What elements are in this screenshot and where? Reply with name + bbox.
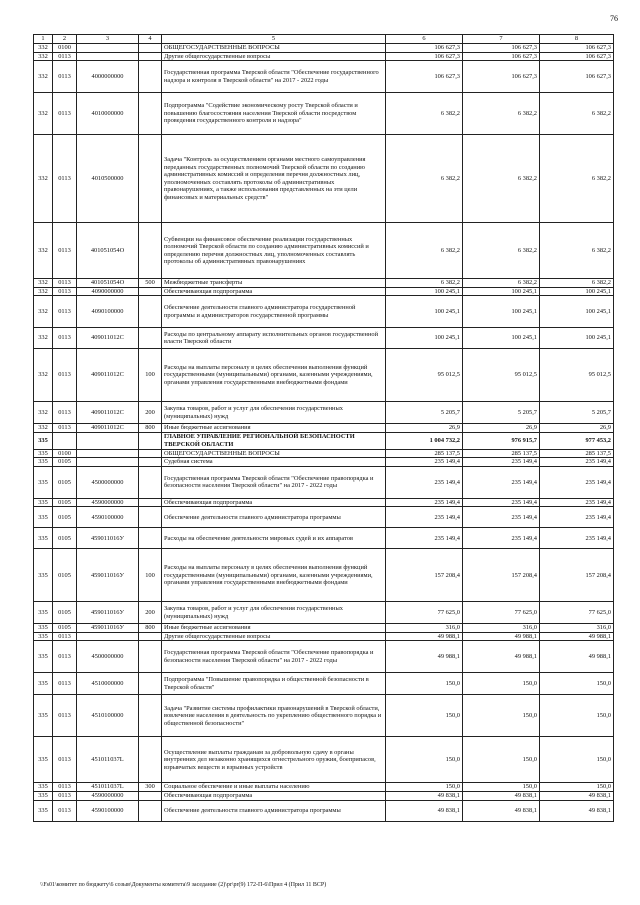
table-row	[34, 328, 614, 349]
grbs-code-cell: 332	[34, 287, 53, 296]
section-code-cell: 0113	[53, 296, 77, 328]
expense-type-cell	[139, 737, 162, 783]
amount-2021-cell: 150,0	[463, 783, 540, 792]
target-article-cell	[77, 632, 139, 641]
amount-2021-cell: 49 838,1	[463, 792, 540, 801]
target-article-cell: 4500000000	[77, 466, 139, 498]
expense-type-cell: 100	[139, 549, 162, 602]
description-cell: Расходы по центральному аппарату исполнительных органов государственной власти Тверской области	[162, 328, 386, 349]
description-cell: Обеспечивающая подпрограмма	[162, 287, 386, 296]
expense-type-cell	[139, 432, 162, 449]
target-article-cell: 4010500000	[77, 135, 139, 223]
table-row	[34, 296, 614, 328]
description-cell: Расходы на выплаты персоналу в целях обеспечения выполнения функций государственными (муниципальными) органами, казенными учреждениями, органами управления государственными внебюджетными фондами	[162, 549, 386, 602]
table-row	[34, 44, 614, 53]
amount-2022-cell: 106 627,3	[540, 44, 614, 53]
section-code-cell: 0113	[53, 61, 77, 93]
grbs-code-cell: 332	[34, 135, 53, 223]
table-row	[34, 52, 614, 61]
amount-2020-cell: 100 245,1	[386, 328, 463, 349]
amount-2021-cell: 150,0	[463, 737, 540, 783]
amount-2020-cell: 150,0	[386, 737, 463, 783]
grbs-code-cell: 335	[34, 783, 53, 792]
amount-2022-cell: 106 627,3	[540, 61, 614, 93]
table-row	[34, 424, 614, 433]
grbs-code-cell: 332	[34, 223, 53, 279]
description-cell: Расходы на обеспечение деятельности мировых судей и их аппаратов	[162, 528, 386, 549]
target-article-cell: 451011037L	[77, 737, 139, 783]
amount-2021-cell: 235 149,4	[463, 498, 540, 507]
amount-2022-cell: 235 149,4	[540, 498, 614, 507]
amount-2020-cell: 5 205,7	[386, 402, 463, 424]
table-row	[34, 800, 614, 821]
amount-2022-cell: 316,0	[540, 624, 614, 633]
description-cell: Иные бюджетные ассигнования	[162, 424, 386, 433]
grbs-code-cell: 335	[34, 449, 53, 458]
expense-type-cell	[139, 61, 162, 93]
description-cell: Иные бюджетные ассигнования	[162, 624, 386, 633]
amount-2022-cell: 150,0	[540, 695, 614, 737]
description-cell: Осуществление выплаты гражданам за добровольную сдачу в органы внутренних дел незаконно хранящихся огнестрельного оружия, боеприпасов, взрывчатых веществ и взрывных устройств	[162, 737, 386, 783]
table-row	[34, 223, 614, 279]
description-cell: Субвенции на финансовое обеспечение реализации государственных полномочий Тверской области по созданию административных комиссий и определению перечня должностных лиц, уполномоченных составлять протоколы об административных правонарушениях	[162, 223, 386, 279]
target-article-cell: 4590000000	[77, 498, 139, 507]
amount-2020-cell: 6 382,2	[386, 223, 463, 279]
amount-2021-cell: 6 382,2	[463, 135, 540, 223]
amount-2022-cell: 100 245,1	[540, 328, 614, 349]
expense-type-cell	[139, 528, 162, 549]
expense-type-cell	[139, 93, 162, 135]
target-article-cell: 459011016У	[77, 549, 139, 602]
grbs-code-cell: 335	[34, 507, 53, 528]
amount-2022-cell: 150,0	[540, 673, 614, 695]
expense-type-cell	[139, 44, 162, 53]
amount-2021-cell: 106 627,3	[463, 52, 540, 61]
amount-2022-cell: 6 382,2	[540, 93, 614, 135]
section-code-cell: 0113	[53, 328, 77, 349]
grbs-code-cell: 335	[34, 466, 53, 498]
amount-2020-cell: 49 988,1	[386, 641, 463, 673]
amount-2022-cell: 49 838,1	[540, 800, 614, 821]
target-article-cell: 401051054О	[77, 279, 139, 288]
table-row	[34, 673, 614, 695]
expense-type-cell	[139, 695, 162, 737]
section-code-cell: 0113	[53, 783, 77, 792]
section-code-cell: 0105	[53, 528, 77, 549]
header-row	[34, 35, 614, 44]
grbs-code-cell: 335	[34, 737, 53, 783]
amount-2022-cell: 150,0	[540, 783, 614, 792]
table-row	[34, 287, 614, 296]
description-cell: Подпрограмма "Содействие экономическому росту Тверской области и повышению благосостояния населения Тверской области посредством проведения государственного контроля и надзора"	[162, 93, 386, 135]
amount-2022-cell: 6 382,2	[540, 279, 614, 288]
table-row	[34, 507, 614, 528]
amount-2022-cell: 235 149,4	[540, 507, 614, 528]
target-article-cell: 4010000000	[77, 93, 139, 135]
expense-type-cell	[139, 800, 162, 821]
column-header: 6	[386, 35, 463, 44]
amount-2022-cell: 26,9	[540, 424, 614, 433]
grbs-code-cell: 335	[34, 632, 53, 641]
expense-type-cell	[139, 135, 162, 223]
table-row	[34, 61, 614, 93]
description-cell: Расходы на выплаты персоналу в целях обеспечения выполнения функций государственными (муниципальными) органами, казенными учреждениями, органами управления государственными внебюджетными фондами	[162, 349, 386, 402]
section-code-cell: 0105	[53, 466, 77, 498]
description-cell: ГЛАВНОЕ УПРАВЛЕНИЕ РЕГИОНАЛЬНОЙ БЕЗОПАСНОСТИ ТВЕРСКОЙ ОБЛАСТИ	[162, 432, 386, 449]
amount-2021-cell: 100 245,1	[463, 296, 540, 328]
target-article-cell: 4590100000	[77, 507, 139, 528]
amount-2020-cell: 100 245,1	[386, 296, 463, 328]
table-row	[34, 632, 614, 641]
expense-type-cell: 800	[139, 624, 162, 633]
amount-2021-cell: 106 627,3	[463, 61, 540, 93]
target-article-cell: 4090000000	[77, 287, 139, 296]
section-code-cell: 0113	[53, 641, 77, 673]
amount-2022-cell: 49 838,1	[540, 792, 614, 801]
target-article-cell: 4590100000	[77, 800, 139, 821]
grbs-code-cell: 335	[34, 549, 53, 602]
target-article-cell: 401051054О	[77, 223, 139, 279]
column-header: 7	[463, 35, 540, 44]
amount-2020-cell: 26,9	[386, 424, 463, 433]
expense-type-cell	[139, 641, 162, 673]
amount-2020-cell: 100 245,1	[386, 287, 463, 296]
amount-2020-cell: 106 627,3	[386, 52, 463, 61]
grbs-code-cell: 332	[34, 349, 53, 402]
grbs-code-cell: 332	[34, 296, 53, 328]
target-article-cell: 409011012С	[77, 402, 139, 424]
amount-2022-cell: 285 137,5	[540, 449, 614, 458]
target-article-cell: 4500000000	[77, 641, 139, 673]
column-header: 2	[53, 35, 77, 44]
grbs-code-cell: 335	[34, 432, 53, 449]
description-cell: Межбюджетные трансферты	[162, 279, 386, 288]
column-header: 3	[77, 35, 139, 44]
expense-type-cell	[139, 498, 162, 507]
amount-2021-cell: 157 208,4	[463, 549, 540, 602]
table-row	[34, 432, 614, 449]
expense-type-cell	[139, 507, 162, 528]
description-cell: Государственная программа Тверской области "Обеспечение государственного надзора и контроля в Тверской области" на 2017 - 2022 годы	[162, 61, 386, 93]
section-code-cell: 0113	[53, 223, 77, 279]
target-article-cell: 459011016У	[77, 624, 139, 633]
column-header: 1	[34, 35, 53, 44]
description-cell: Обеспечение деятельности главного администратора государственной программы и администраторов государственной программы	[162, 296, 386, 328]
table-row	[34, 449, 614, 458]
table-row	[34, 549, 614, 602]
amount-2020-cell: 1 004 732,2	[386, 432, 463, 449]
target-article-cell: 4590000000	[77, 792, 139, 801]
target-article-cell: 4510000000	[77, 673, 139, 695]
table-row	[34, 783, 614, 792]
description-cell: Обеспечивающая подпрограмма	[162, 498, 386, 507]
target-article-cell: 459011016У	[77, 602, 139, 624]
table-row	[34, 466, 614, 498]
grbs-code-cell: 335	[34, 498, 53, 507]
amount-2021-cell: 235 149,4	[463, 507, 540, 528]
expense-type-cell	[139, 296, 162, 328]
amount-2022-cell: 977 453,2	[540, 432, 614, 449]
target-article-cell: 4090100000	[77, 296, 139, 328]
grbs-code-cell: 335	[34, 641, 53, 673]
amount-2020-cell: 235 149,4	[386, 458, 463, 467]
target-article-cell: 451011037L	[77, 783, 139, 792]
section-code-cell: 0113	[53, 279, 77, 288]
target-article-cell	[77, 44, 139, 53]
grbs-code-cell: 335	[34, 528, 53, 549]
table-row	[34, 792, 614, 801]
amount-2020-cell: 235 149,4	[386, 507, 463, 528]
table-row	[34, 737, 614, 783]
expense-type-cell	[139, 328, 162, 349]
grbs-code-cell: 332	[34, 424, 53, 433]
expense-type-cell: 800	[139, 424, 162, 433]
column-header: 8	[540, 35, 614, 44]
target-article-cell	[77, 432, 139, 449]
amount-2021-cell: 235 149,4	[463, 528, 540, 549]
target-article-cell: 459011016У	[77, 528, 139, 549]
expense-type-cell	[139, 466, 162, 498]
description-cell: ОБЩЕГОСУДАРСТВЕННЫЕ ВОПРОСЫ	[162, 44, 386, 53]
table-row	[34, 498, 614, 507]
section-code-cell	[53, 432, 77, 449]
section-code-cell: 0113	[53, 737, 77, 783]
amount-2021-cell: 49 838,1	[463, 800, 540, 821]
grbs-code-cell: 335	[34, 695, 53, 737]
table-row	[34, 349, 614, 402]
description-cell: Задача "Развитие системы профилактики правонарушений в Тверской области, вовлечение населения в деятельность по укреплению общественного порядка и общественной безопасности"	[162, 695, 386, 737]
section-code-cell: 0100	[53, 449, 77, 458]
target-article-cell: 409011012С	[77, 349, 139, 402]
expense-type-cell	[139, 792, 162, 801]
expense-type-cell: 100	[139, 349, 162, 402]
amount-2022-cell: 49 988,1	[540, 641, 614, 673]
amount-2020-cell: 150,0	[386, 673, 463, 695]
amount-2022-cell: 100 245,1	[540, 287, 614, 296]
section-code-cell: 0113	[53, 792, 77, 801]
section-code-cell: 0113	[53, 800, 77, 821]
amount-2020-cell: 6 382,2	[386, 93, 463, 135]
column-header: 4	[139, 35, 162, 44]
description-cell: ОБЩЕГОСУДАРСТВЕННЫЕ ВОПРОСЫ	[162, 449, 386, 458]
amount-2022-cell: 235 149,4	[540, 466, 614, 498]
amount-2021-cell: 5 205,7	[463, 402, 540, 424]
amount-2021-cell: 95 012,5	[463, 349, 540, 402]
amount-2022-cell: 49 988,1	[540, 632, 614, 641]
expense-type-cell: 200	[139, 402, 162, 424]
amount-2020-cell: 316,0	[386, 624, 463, 633]
grbs-code-cell: 332	[34, 93, 53, 135]
table-row	[34, 135, 614, 223]
description-cell: Закупка товаров, работ и услуг для обеспечения государственных (муниципальных) нужд	[162, 602, 386, 624]
table-row	[34, 695, 614, 737]
amount-2020-cell: 235 149,4	[386, 498, 463, 507]
section-code-cell: 0113	[53, 349, 77, 402]
expense-type-cell	[139, 52, 162, 61]
expense-type-cell: 500	[139, 279, 162, 288]
amount-2021-cell: 316,0	[463, 624, 540, 633]
amount-2022-cell: 77 625,0	[540, 602, 614, 624]
description-cell: Обеспечение деятельности главного администратора программы	[162, 507, 386, 528]
grbs-code-cell: 332	[34, 402, 53, 424]
grbs-code-cell: 332	[34, 44, 53, 53]
amount-2021-cell: 106 627,3	[463, 44, 540, 53]
section-code-cell: 0105	[53, 602, 77, 624]
target-article-cell	[77, 458, 139, 467]
amount-2021-cell: 6 382,2	[463, 279, 540, 288]
amount-2020-cell: 106 627,3	[386, 44, 463, 53]
target-article-cell	[77, 449, 139, 458]
target-article-cell: 4000000000	[77, 61, 139, 93]
description-cell: Другие общегосударственные вопросы	[162, 52, 386, 61]
section-code-cell: 0113	[53, 402, 77, 424]
amount-2021-cell: 150,0	[463, 695, 540, 737]
amount-2020-cell: 49 988,1	[386, 632, 463, 641]
amount-2021-cell: 77 625,0	[463, 602, 540, 624]
amount-2020-cell: 95 012,5	[386, 349, 463, 402]
amount-2020-cell: 49 838,1	[386, 800, 463, 821]
section-code-cell: 0105	[53, 498, 77, 507]
amount-2021-cell: 49 988,1	[463, 632, 540, 641]
expense-type-cell	[139, 632, 162, 641]
expense-type-cell	[139, 458, 162, 467]
amount-2021-cell: 976 915,7	[463, 432, 540, 449]
target-article-cell: 409011012С	[77, 328, 139, 349]
section-code-cell: 0113	[53, 695, 77, 737]
amount-2022-cell: 235 149,4	[540, 528, 614, 549]
description-cell: Социальное обеспечение и иные выплаты населению	[162, 783, 386, 792]
table-row	[34, 602, 614, 624]
grbs-code-cell: 335	[34, 673, 53, 695]
grbs-code-cell: 335	[34, 602, 53, 624]
description-cell: Подпрограмма "Повышение правопорядка и общественной безопасности в Тверской области"	[162, 673, 386, 695]
expense-type-cell: 200	[139, 602, 162, 624]
grbs-code-cell: 332	[34, 52, 53, 61]
amount-2021-cell: 100 245,1	[463, 287, 540, 296]
section-code-cell: 0105	[53, 624, 77, 633]
amount-2020-cell: 49 838,1	[386, 792, 463, 801]
amount-2020-cell: 285 137,5	[386, 449, 463, 458]
target-article-cell: 409011012С	[77, 424, 139, 433]
description-cell: Обеспечение деятельности главного администратора программы	[162, 800, 386, 821]
section-code-cell: 0113	[53, 135, 77, 223]
amount-2022-cell: 95 012,5	[540, 349, 614, 402]
section-code-cell: 0113	[53, 287, 77, 296]
amount-2020-cell: 6 382,2	[386, 135, 463, 223]
page-number: 76	[610, 14, 618, 23]
table-row	[34, 641, 614, 673]
expense-type-cell	[139, 673, 162, 695]
grbs-code-cell: 332	[34, 61, 53, 93]
grbs-code-cell: 335	[34, 792, 53, 801]
section-code-cell: 0113	[53, 673, 77, 695]
table-row	[34, 93, 614, 135]
table-row	[34, 279, 614, 288]
section-code-cell: 0113	[53, 52, 77, 61]
amount-2020-cell: 106 627,3	[386, 61, 463, 93]
column-header: 5	[162, 35, 386, 44]
amount-2021-cell: 150,0	[463, 673, 540, 695]
amount-2022-cell: 100 245,1	[540, 296, 614, 328]
amount-2020-cell: 77 625,0	[386, 602, 463, 624]
description-cell: Закупка товаров, работ и услуг для обеспечения государственных (муниципальных) нужд	[162, 402, 386, 424]
section-code-cell: 0105	[53, 458, 77, 467]
table-row	[34, 458, 614, 467]
footer-path: \\Fs01\комитет по бюджету\6 созыв\Документы комитета\9 заседание (2)\pr\pr(9) 172-П-6\Прил 4 (Прил 11 ВСР)	[40, 882, 327, 888]
amount-2020-cell: 6 382,2	[386, 279, 463, 288]
description-cell: Задача "Контроль за осуществлением органами местного самоуправления переданных государственных полномочий Тверской области по созданию административных комиссий и определения перечня должностных лиц, уполномоченных составлять протоколы об административных правонарушениях, а также использования представленных на эти цели финансовых и материальных средств"	[162, 135, 386, 223]
amount-2022-cell: 106 627,3	[540, 52, 614, 61]
section-code-cell: 0113	[53, 93, 77, 135]
amount-2021-cell: 26,9	[463, 424, 540, 433]
amount-2020-cell: 150,0	[386, 783, 463, 792]
amount-2022-cell: 6 382,2	[540, 223, 614, 279]
section-code-cell: 0105	[53, 507, 77, 528]
amount-2020-cell: 235 149,4	[386, 466, 463, 498]
amount-2021-cell: 285 137,5	[463, 449, 540, 458]
grbs-code-cell: 335	[34, 624, 53, 633]
amount-2022-cell: 157 208,4	[540, 549, 614, 602]
expense-type-cell	[139, 223, 162, 279]
description-cell: Обеспечивающая подпрограмма	[162, 792, 386, 801]
budget-table	[33, 34, 614, 822]
expense-type-cell: 300	[139, 783, 162, 792]
amount-2020-cell: 235 149,4	[386, 528, 463, 549]
amount-2020-cell: 150,0	[386, 695, 463, 737]
description-cell: Другие общегосударственные вопросы	[162, 632, 386, 641]
section-code-cell: 0100	[53, 44, 77, 53]
grbs-code-cell: 335	[34, 458, 53, 467]
amount-2021-cell: 235 149,4	[463, 458, 540, 467]
amount-2020-cell: 157 208,4	[386, 549, 463, 602]
table-row	[34, 402, 614, 424]
amount-2022-cell: 5 205,7	[540, 402, 614, 424]
table-row	[34, 624, 614, 633]
description-cell: Судебная система	[162, 458, 386, 467]
section-code-cell: 0113	[53, 424, 77, 433]
target-article-cell: 4510100000	[77, 695, 139, 737]
amount-2022-cell: 6 382,2	[540, 135, 614, 223]
amount-2021-cell: 100 245,1	[463, 328, 540, 349]
expense-type-cell	[139, 449, 162, 458]
section-code-cell: 0105	[53, 549, 77, 602]
grbs-code-cell: 335	[34, 800, 53, 821]
grbs-code-cell: 332	[34, 328, 53, 349]
description-cell: Государственная программа Тверской области "Обеспечение правопорядка и безопасности населения Тверской области" на 2017 - 2022 годы	[162, 466, 386, 498]
expense-type-cell	[139, 287, 162, 296]
amount-2021-cell: 6 382,2	[463, 223, 540, 279]
description-cell: Государственная программа Тверской области "Обеспечение правопорядка и безопасности населения Тверской области" на 2017 - 2022 годы	[162, 641, 386, 673]
grbs-code-cell: 332	[34, 279, 53, 288]
section-code-cell: 0113	[53, 632, 77, 641]
table-row	[34, 528, 614, 549]
target-article-cell	[77, 52, 139, 61]
amount-2021-cell: 6 382,2	[463, 93, 540, 135]
amount-2022-cell: 235 149,4	[540, 458, 614, 467]
amount-2022-cell: 150,0	[540, 737, 614, 783]
amount-2021-cell: 49 988,1	[463, 641, 540, 673]
amount-2021-cell: 235 149,4	[463, 466, 540, 498]
